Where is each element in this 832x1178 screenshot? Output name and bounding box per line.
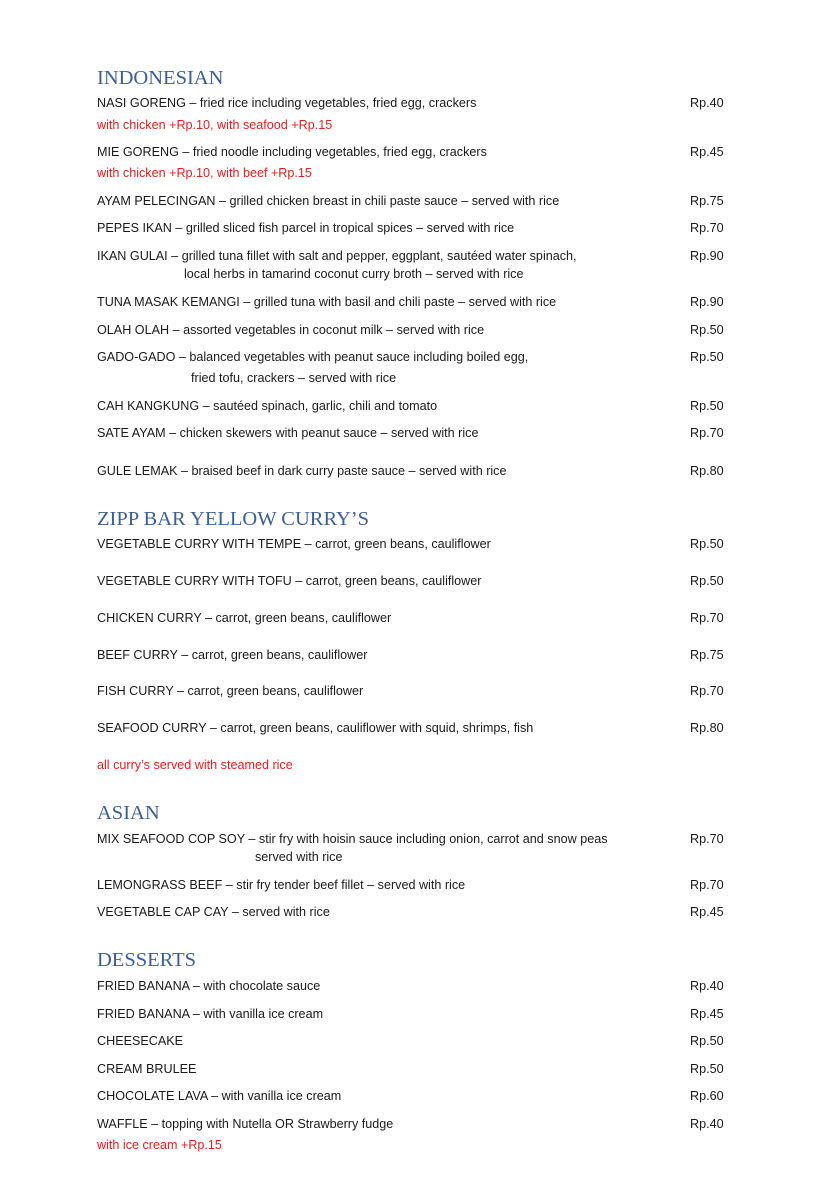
price-chocolate-lava: Rp.60 — [690, 1089, 724, 1103]
price-gado-gado: Rp.50 — [690, 350, 724, 364]
price-sate-ayam: Rp.70 — [690, 426, 724, 440]
menu-item-gado-gado: GADO-GADO – balanced vegetables with peanut sauce including boiled egg, — [97, 350, 529, 364]
menu-item-cah-kangkung: CAH KANGKUNG – sautéed spinach, garlic, chili and tomato — [97, 399, 438, 413]
menu-item-seafood-curry: SEAFOOD CURRY – carrot, green beans, cauliflower with squid, shrimps, fish — [97, 721, 534, 735]
price-cah-kangkung: Rp.50 — [690, 399, 724, 413]
menu-item-sate-ayam: SATE AYAM – chicken skewers with peanut sauce – served with rice — [97, 426, 479, 440]
curry-footnote: all curry’s served with steamed rice — [97, 758, 293, 772]
menu-item-mie-goreng: MIE GORENG – fried noodle including vegetables, fried egg, crackers — [97, 145, 487, 159]
price-pepes-ikan: Rp.70 — [690, 221, 724, 235]
menu-item-gado-gado-cont: fried tofu, crackers – served with rice — [191, 371, 397, 385]
menu-item-tuna-masak-kemangi: TUNA MASAK KEMANGI – grilled tuna with basil and chili paste – served with rice — [97, 295, 557, 309]
menu-item-beef-curry: BEEF CURRY – carrot, green beans, cauliflower — [97, 648, 368, 662]
menu-item-ikan-gulai: IKAN GULAI – grilled tuna fillet with salt and pepper, eggplant, sautéed water spinach, — [97, 249, 577, 263]
note-waffle: with ice cream +Rp.15 — [97, 1138, 222, 1152]
price-beef-curry: Rp.75 — [690, 648, 724, 662]
price-mix-seafood-cop-soy: Rp.70 — [690, 832, 724, 846]
price-fish-curry: Rp.70 — [690, 684, 724, 698]
price-ayam-pelecingan: Rp.75 — [690, 194, 724, 208]
menu-item-ayam-pelecingan: AYAM PELECINGAN – grilled chicken breast in chili paste sauce – served with rice — [97, 194, 560, 208]
price-fried-banana-vanilla: Rp.45 — [690, 1007, 724, 1021]
price-veg-curry-tofu: Rp.50 — [690, 574, 724, 588]
section-title-indonesian: INDONESIAN — [97, 67, 224, 89]
price-tuna-masak-kemangi: Rp.90 — [690, 295, 724, 309]
section-title-desserts: DESSERTS — [97, 949, 197, 971]
menu-item-olah-olah: OLAH OLAH – assorted vegetables in coconut milk – served with rice — [97, 323, 485, 337]
menu-item-pepes-ikan: PEPES IKAN – grilled sliced fish parcel in tropical spices – served with rice — [97, 221, 515, 235]
note-mie-goreng: with chicken +Rp.10, with beef +Rp.15 — [97, 166, 312, 180]
price-vegetable-cap-cay: Rp.45 — [690, 905, 724, 919]
price-cream-brulee: Rp.50 — [690, 1062, 724, 1076]
menu-item-fried-banana-chocolate: FRIED BANANA – with chocolate sauce — [97, 979, 321, 993]
menu-item-ikan-gulai-cont: local herbs in tamarind coconut curry broth – served with rice — [184, 267, 524, 281]
menu-item-mix-seafood-cop-soy-cont: served with rice — [255, 850, 343, 864]
price-nasi-goreng: Rp.40 — [690, 96, 724, 110]
price-fried-banana-chocolate: Rp.40 — [690, 979, 724, 993]
price-seafood-curry: Rp.80 — [690, 721, 724, 735]
menu-item-cream-brulee: CREAM BRULEE — [97, 1062, 197, 1076]
menu-item-veg-curry-tofu: VEGETABLE CURRY WITH TOFU – carrot, green beans, cauliflower — [97, 574, 482, 588]
price-waffle: Rp.40 — [690, 1117, 724, 1131]
menu-item-chicken-curry: CHICKEN CURRY – carrot, green beans, cauliflower — [97, 611, 392, 625]
menu-item-gule-lemak: GULE LEMAK – braised beef in dark curry paste sauce – served with rice — [97, 464, 507, 478]
price-gule-lemak: Rp.80 — [690, 464, 724, 478]
price-olah-olah: Rp.50 — [690, 323, 724, 337]
price-veg-curry-tempe: Rp.50 — [690, 537, 724, 551]
price-cheesecake: Rp.50 — [690, 1034, 724, 1048]
menu-item-waffle: WAFFLE – topping with Nutella OR Strawberry fudge — [97, 1117, 394, 1131]
price-ikan-gulai: Rp.90 — [690, 249, 724, 263]
price-lemongrass-beef: Rp.70 — [690, 878, 724, 892]
menu-item-mix-seafood-cop-soy: MIX SEAFOOD COP SOY – stir fry with hoisin sauce including onion, carrot and snow peas — [97, 832, 608, 846]
note-nasi-goreng: with chicken +Rp.10, with seafood +Rp.15 — [97, 118, 333, 132]
price-mie-goreng: Rp.45 — [690, 145, 724, 159]
menu-item-veg-curry-tempe: VEGETABLE CURRY WITH TEMPE – carrot, green beans, cauliflower — [97, 537, 491, 551]
menu-item-lemongrass-beef: LEMONGRASS BEEF – stir fry tender beef fillet – served with rice — [97, 878, 466, 892]
section-title-curry: ZIPP BAR YELLOW CURRY’S — [97, 508, 370, 530]
menu-item-vegetable-cap-cay: VEGETABLE CAP CAY – served with rice — [97, 905, 330, 919]
menu-item-cheesecake: CHEESECAKE — [97, 1034, 184, 1048]
menu-item-nasi-goreng: NASI GORENG – fried rice including vegetables, fried egg, crackers — [97, 96, 477, 110]
menu-item-fried-banana-vanilla: FRIED BANANA – with vanilla ice cream — [97, 1007, 324, 1021]
menu-item-chocolate-lava: CHOCOLATE LAVA – with vanilla ice cream — [97, 1089, 342, 1103]
price-chicken-curry: Rp.70 — [690, 611, 724, 625]
menu-item-fish-curry: FISH CURRY – carrot, green beans, cauliflower — [97, 684, 364, 698]
section-title-asian: ASIAN — [97, 802, 160, 824]
